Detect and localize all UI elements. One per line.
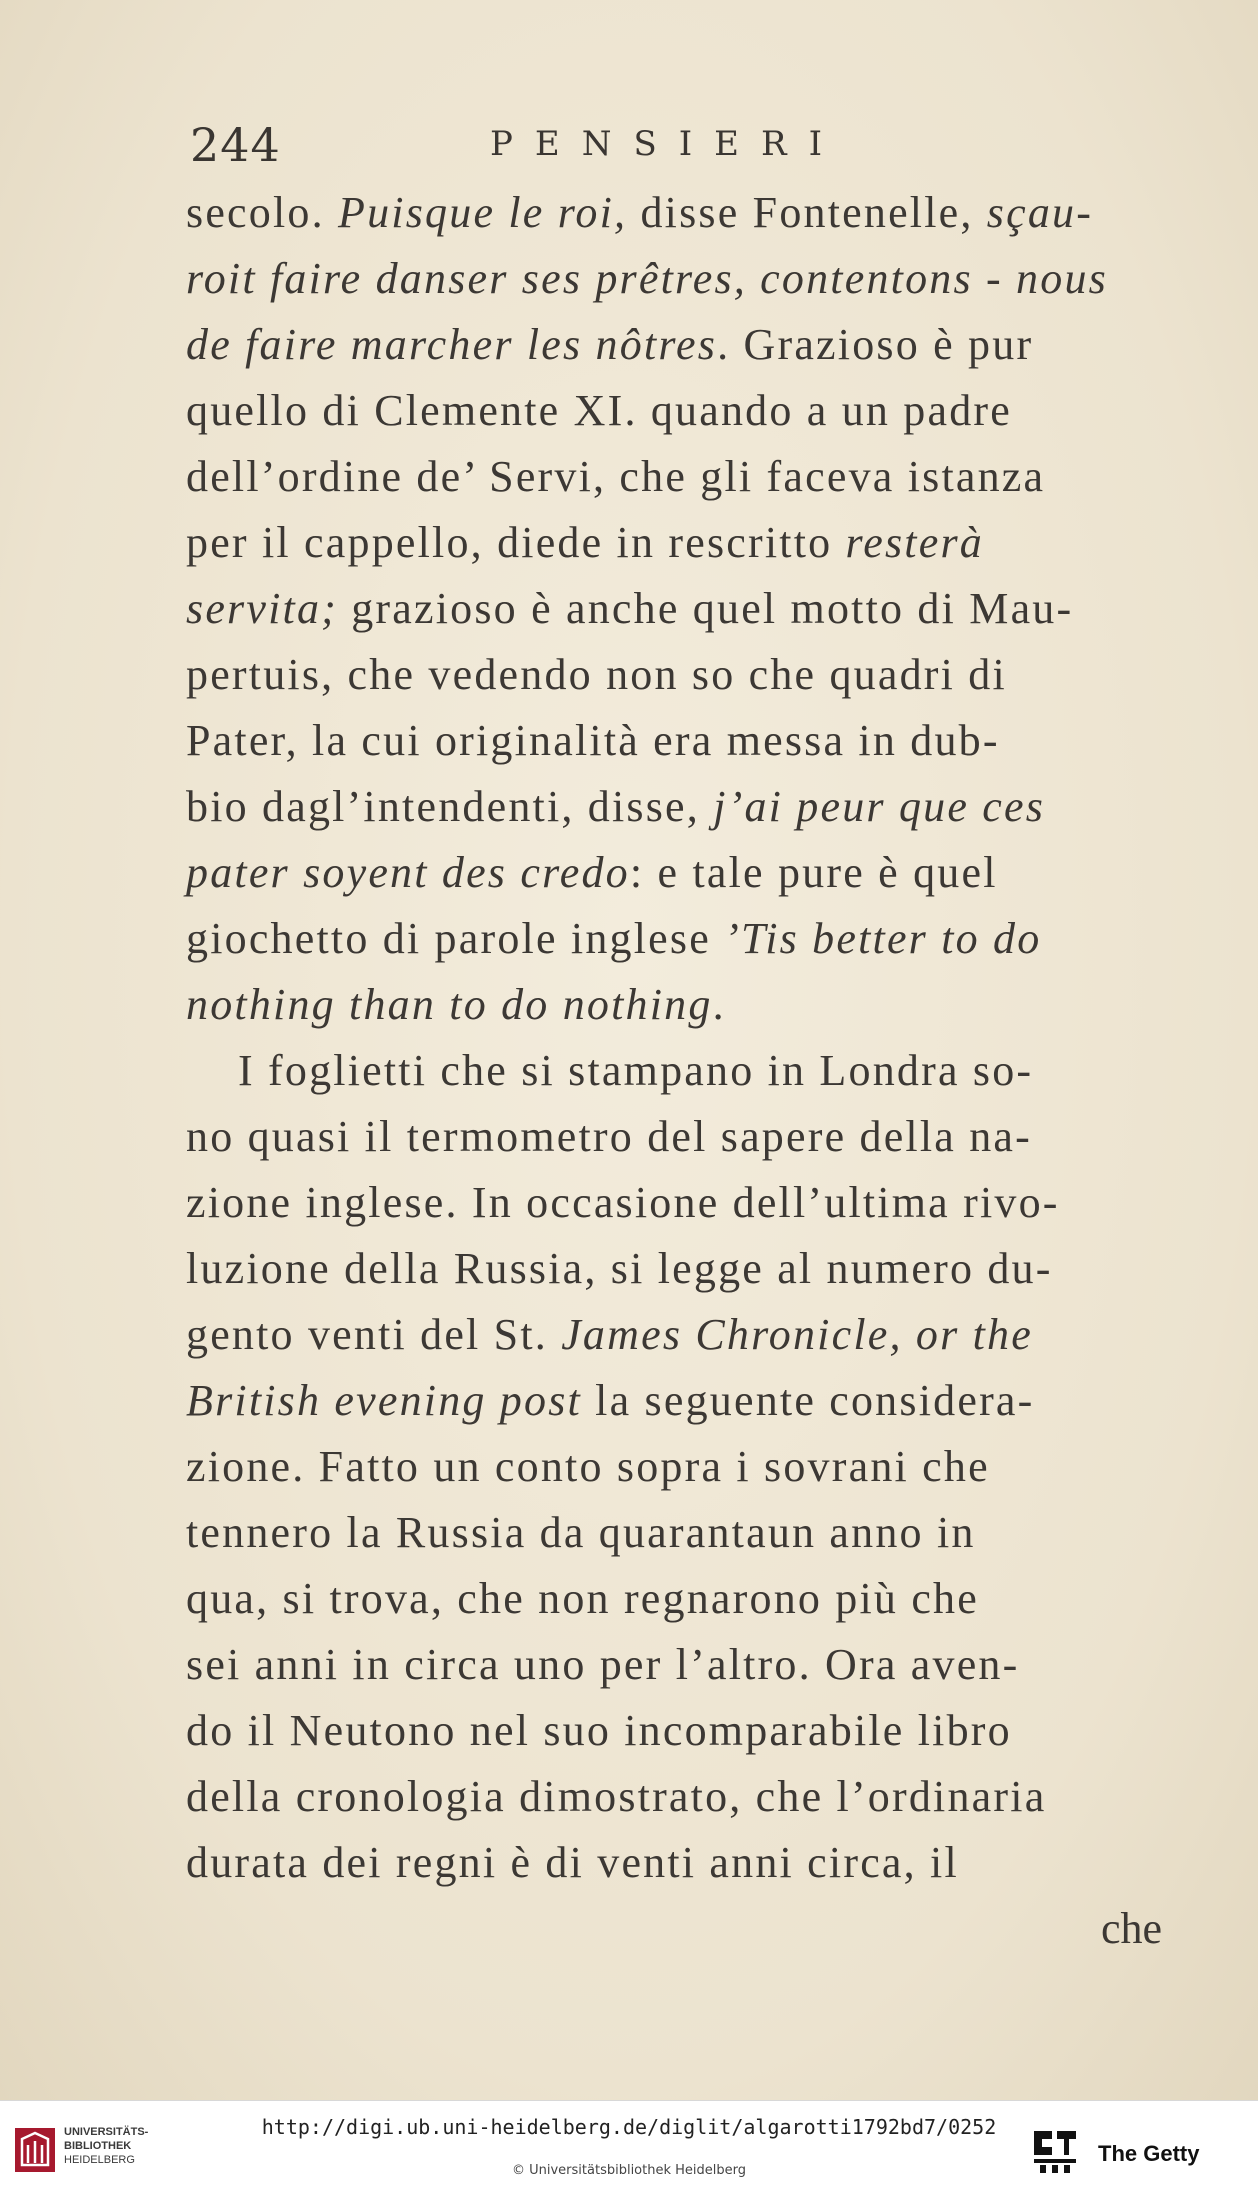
text-line <box>186 906 1176 972</box>
italic-run: Puisque le roi, <box>338 188 628 237</box>
text-line <box>186 510 1176 576</box>
italic-run: roit faire danser ses prêtres, contentons - nous <box>186 254 1108 303</box>
text-line <box>186 378 1176 444</box>
getty-mark-icon <box>1030 2127 1080 2177</box>
library-name-line-1: UNIVERSITÄTS- <box>64 2126 149 2138</box>
running-title: PENSIERI <box>490 124 845 164</box>
text-line <box>186 1764 1176 1830</box>
text-run: tennero la Russia da quarantaun anno in <box>186 1508 976 1557</box>
getty-label: The Getty <box>1098 2141 1200 2166</box>
text-line <box>186 1434 1176 1500</box>
text-run: durata dei regni è di venti anni circa, il <box>186 1838 959 1887</box>
text-line <box>186 1236 1176 1302</box>
italic-run: j’ai peur que ces <box>713 782 1046 831</box>
text-run: I foglietti che si stampano in Londra so- <box>238 1046 1034 1095</box>
library-name-line-2: BIBLIOTHEK <box>64 2140 132 2152</box>
text-run: per il cappello, diede in rescritto <box>186 518 846 567</box>
italic-run: resterà <box>845 518 984 567</box>
text-run: zione. Fatto un conto sopra i sovrani che <box>186 1442 990 1491</box>
text-line <box>186 840 1176 906</box>
text-run: della cronologia dimostrato, che l’ordinaria <box>186 1772 1047 1821</box>
italic-run: ’Tis better to do <box>724 914 1042 963</box>
text-run: gento venti del St. <box>186 1310 562 1359</box>
text-run: qua, si trova, che non regnarono più che <box>186 1574 979 1623</box>
text-run: luzione della Russia, si legge al numero du- <box>186 1244 1053 1293</box>
catchword: che <box>1100 1904 1162 1953</box>
italic-run: de faire marcher les nôtres <box>186 320 718 369</box>
text-run: secolo. <box>186 188 339 237</box>
text-line <box>186 180 1176 246</box>
text-run: no quasi il termometro del sapere della na- <box>186 1112 1032 1161</box>
text-run: do il Neutono nel suo incomparabile libro <box>186 1706 1012 1755</box>
text-run: bio dagl’intendenti, disse, <box>186 782 714 831</box>
italic-run: James Chronicle, or the <box>561 1310 1033 1359</box>
text-line <box>186 312 1176 378</box>
text-run: grazioso è anche quel motto di Mau- <box>338 584 1074 633</box>
text-line <box>186 1500 1176 1566</box>
text-line <box>186 576 1176 642</box>
text-line <box>186 642 1176 708</box>
text-line <box>186 1038 1176 1104</box>
text-run: . Grazioso è pur <box>717 320 1034 369</box>
text-line <box>186 1632 1176 1698</box>
text-run: disse Fontenelle, <box>627 188 987 237</box>
italic-run: sçau- <box>986 188 1094 237</box>
getty-logo[interactable] <box>1030 2127 1240 2177</box>
italic-run: nothing than to do nothing <box>186 980 713 1029</box>
italic-run: servita; <box>186 584 339 633</box>
text-line <box>186 246 1176 312</box>
text-line <box>186 1302 1176 1368</box>
text-line <box>186 1698 1176 1764</box>
body-text <box>186 180 1176 1962</box>
text-line <box>186 1170 1176 1236</box>
text-run: quello di Clemente XI. quando a un padre <box>186 386 1013 435</box>
text-run: dell’ordine de’ Servi, che gli faceva istanza <box>186 452 1046 501</box>
page-number: 244 <box>190 118 281 172</box>
italic-run: pater soyent des credo <box>186 848 630 897</box>
text-run: zione inglese. In occasione dell’ultima rivo- <box>186 1178 1060 1227</box>
text-run: Pater, la cui originalità era messa in dub- <box>186 716 1000 765</box>
italic-run: British evening post <box>186 1376 582 1425</box>
text-line <box>186 774 1176 840</box>
page-header <box>190 118 1170 178</box>
library-name-line-3: HEIDELBERG <box>64 2154 135 2166</box>
permalink-url[interactable]: http://digi.ub.uni-heidelberg.de/diglit/algarotti1792bd7/0252 <box>261 2115 997 2139</box>
text-run: : e tale pure è quel <box>629 848 998 897</box>
text-run: giochetto di parole inglese <box>186 914 725 963</box>
text-run: la seguente considera- <box>581 1376 1035 1425</box>
text-line <box>186 1104 1176 1170</box>
text-line <box>186 444 1176 510</box>
text-line <box>186 972 1176 1038</box>
copyright-notice: © Universitätsbibliothek Heidelberg <box>511 2163 746 2178</box>
text-line <box>186 1566 1176 1632</box>
text-run: pertuis, che vedendo non so che quadri di <box>186 650 1007 699</box>
footer-bar <box>0 2100 1258 2197</box>
text-run: . <box>712 980 726 1029</box>
text-run: sei anni in circa uno per l’altro. Ora aven- <box>186 1640 1020 1689</box>
text-line <box>186 1830 1176 1896</box>
text-line <box>186 1368 1176 1434</box>
text-line <box>186 708 1176 774</box>
